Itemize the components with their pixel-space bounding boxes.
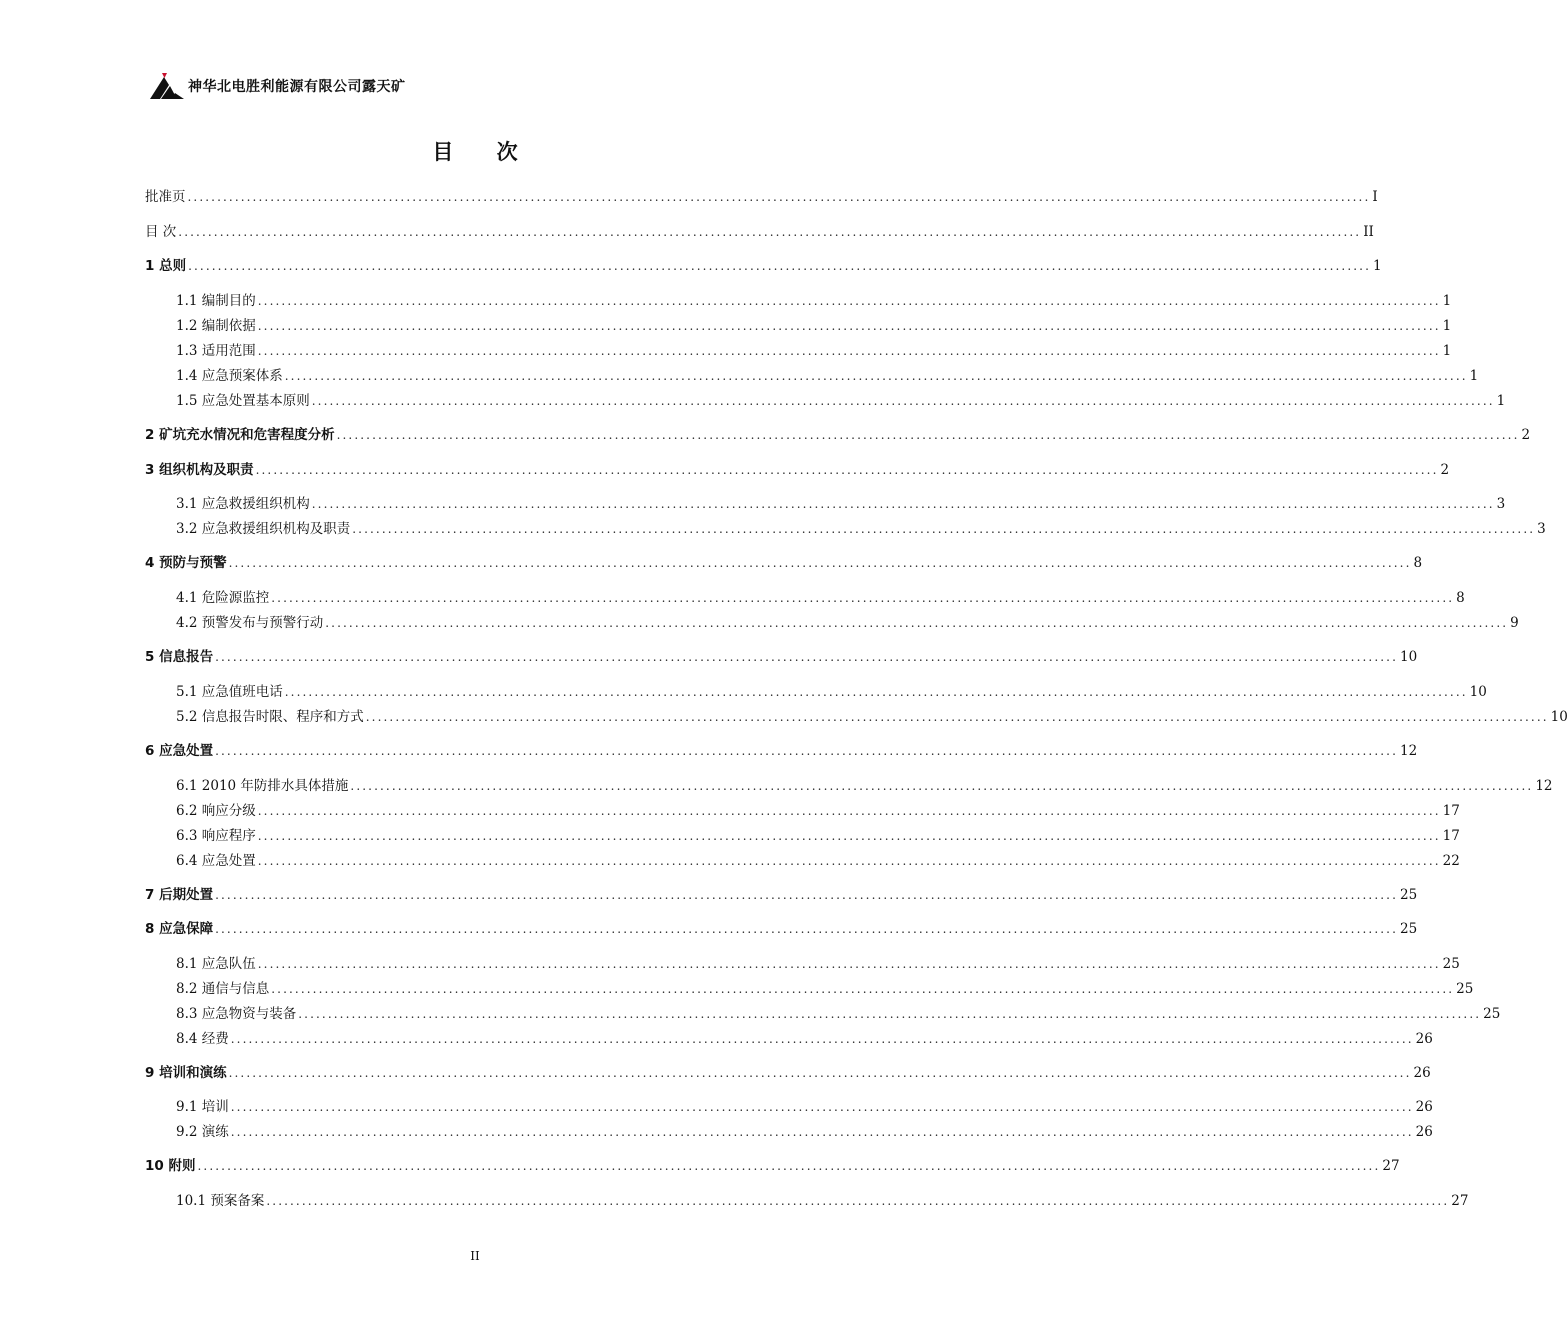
toc-entry[interactable]	[145, 222, 1374, 242]
toc-entry-label: 8.4 经费	[176, 1031, 229, 1047]
toc-entry[interactable]	[145, 647, 1418, 667]
toc-entry-page: 1	[1372, 258, 1382, 274]
toc-entry-label: 批准页	[145, 189, 186, 205]
toc-entry-label: 7 后期处置	[145, 887, 214, 903]
toc-entry-page: 1	[1442, 293, 1452, 309]
toc-dot-leader: ........................................................................................................................................................................................................	[178, 225, 1362, 239]
toc-dot-leader: ........................................................................................................................................................................................................	[230, 1100, 1414, 1114]
toc-entry[interactable]	[145, 187, 1378, 207]
toc-dot-leader: ........................................................................................................................................................................................................	[365, 710, 1549, 724]
toc-entry[interactable]	[176, 826, 1460, 846]
toc-entry-label: 6 应急处置	[145, 743, 214, 759]
toc-dot-leader: ........................................................................................................................................................................................................	[257, 854, 1441, 868]
toc-entry-page: 10	[1399, 649, 1418, 665]
page-number: II	[470, 1249, 480, 1263]
toc-entry-page: 12	[1535, 778, 1553, 794]
toc-entry-label: 9.2 演练	[176, 1124, 229, 1140]
toc-entry[interactable]	[176, 494, 1506, 514]
toc-entry[interactable]	[176, 316, 1452, 336]
toc-entry[interactable]	[145, 460, 1450, 480]
toc-dot-leader: ........................................................................................................................................................................................................	[257, 804, 1441, 818]
toc-dot-leader: ........................................................................................................................................................................................................	[352, 522, 1536, 536]
toc-entry-label: 2 矿坑充水情况和危害程度分析	[145, 427, 335, 443]
toc-entry-page: 22	[1442, 853, 1460, 869]
toc-entry-label: 1.5 应急处置基本原则	[176, 393, 310, 409]
toc-entry[interactable]	[176, 391, 1506, 411]
toc-entry[interactable]	[145, 425, 1531, 445]
toc-entry-label: 10.1 预案备案	[176, 1193, 265, 1209]
toc-entry[interactable]	[176, 682, 1487, 702]
toc-dot-leader: ........................................................................................................................................................................................................	[228, 556, 1412, 570]
toc-entry-page: 25	[1399, 921, 1418, 937]
toc-dot-leader: ........................................................................................................................................................................................................	[255, 463, 1439, 477]
toc-entry-label: 1 总则	[145, 258, 187, 274]
toc-entry-label: 3.2 应急救援组织机构及职责	[176, 521, 351, 537]
page-title: 目 次	[432, 140, 536, 164]
toc-entry[interactable]	[176, 1029, 1433, 1049]
toc-entry-page: II	[1363, 224, 1374, 240]
toc-entry-label: 8.2 通信与信息	[176, 981, 270, 997]
toc-entry[interactable]	[145, 919, 1418, 939]
toc-entry-page: 2	[1521, 427, 1531, 443]
toc-entry[interactable]	[176, 341, 1452, 361]
toc-entry[interactable]	[145, 741, 1418, 761]
toc-entry-page: 1	[1496, 393, 1506, 409]
toc-dot-leader: ........................................................................................................................................................................................................	[271, 591, 1455, 605]
toc-entry-page: 1	[1442, 343, 1452, 359]
toc-entry-page: 17	[1442, 803, 1460, 819]
toc-entry-page: 3	[1537, 521, 1546, 537]
toc-entry[interactable]	[145, 885, 1418, 905]
toc-entry[interactable]	[176, 1122, 1433, 1142]
toc-entry-page: 26	[1415, 1031, 1433, 1047]
toc-dot-leader: ........................................................................................................................................................................................................	[197, 1159, 1381, 1173]
toc-entry[interactable]	[145, 256, 1382, 276]
toc-entry[interactable]	[176, 1097, 1433, 1117]
toc-entry-page: I	[1372, 189, 1378, 205]
toc-entry-label: 4 预防与预警	[145, 555, 227, 571]
toc-entry[interactable]	[176, 613, 1519, 633]
toc-entry-page: 25	[1483, 1006, 1501, 1022]
toc-entry-label: 6.1 2010 年防排水具体措施	[176, 778, 349, 794]
toc-entry-label: 8.3 应急物资与装备	[176, 1006, 297, 1022]
toc-entry-label: 4.2 预警发布与预警行动	[176, 615, 324, 631]
toc-entry-page: 8	[1413, 555, 1423, 571]
toc-entry-label: 6.4 应急处置	[176, 853, 256, 869]
toc-dot-leader: ........................................................................................................................................................................................................	[230, 1125, 1414, 1139]
toc-dot-leader: ........................................................................................................................................................................................................	[257, 319, 1441, 333]
toc-entry-label: 5 信息报告	[145, 649, 214, 665]
toc-entry-page: 25	[1399, 887, 1418, 903]
toc-entry[interactable]	[176, 588, 1465, 608]
toc-entry[interactable]	[176, 519, 1546, 539]
toc-dot-leader: ........................................................................................................................................................................................................	[228, 1066, 1412, 1080]
toc-dot-leader: ........................................................................................................................................................................................................	[336, 428, 1520, 442]
toc-entry-page: 26	[1415, 1099, 1433, 1115]
toc-entry[interactable]	[176, 707, 1568, 727]
toc-dot-leader: ........................................................................................................................................................................................................	[215, 744, 1398, 758]
toc-entry[interactable]	[176, 366, 1479, 386]
toc-entry-label: 10 附则	[145, 1158, 196, 1174]
toc-entry-page: 17	[1442, 828, 1460, 844]
toc-entry-label: 1.1 编制目的	[176, 293, 256, 309]
toc-entry-label: 9.1 培训	[176, 1099, 229, 1115]
toc-dot-leader: ........................................................................................................................................................................................................	[215, 650, 1398, 664]
toc-entry-label: 1.3 适用范围	[176, 343, 256, 359]
toc-entry[interactable]	[176, 801, 1460, 821]
company-name: 神华北电胜利能源有限公司露天矿	[188, 79, 406, 95]
toc-entry-label: 1.2 编制依据	[176, 318, 256, 334]
toc-entry[interactable]	[176, 954, 1460, 974]
toc-dot-leader: ........................................................................................................................................................................................................	[298, 1007, 1482, 1021]
toc-dot-leader: ........................................................................................................................................................................................................	[230, 1032, 1414, 1046]
toc-entry-label: 8.1 应急队伍	[176, 956, 256, 972]
toc-entry[interactable]	[145, 1156, 1400, 1176]
toc-dot-leader: ........................................................................................................................................................................................................	[257, 344, 1441, 358]
toc-entry-page: 10	[1550, 709, 1568, 725]
toc-dot-leader: ........................................................................................................................................................................................................	[215, 922, 1398, 936]
toc-entry-page: 1	[1442, 318, 1452, 334]
toc-entry[interactable]	[176, 1004, 1501, 1024]
toc-entry-label: 8 应急保障	[145, 921, 214, 937]
toc-entry-label: 目 次	[145, 224, 177, 240]
toc-entry-label: 6.2 响应分级	[176, 803, 256, 819]
toc-entry-page: 10	[1469, 684, 1487, 700]
toc-entry-page: 3	[1496, 496, 1506, 512]
toc-entry-label: 5.2 信息报告时限、程序和方式	[176, 709, 364, 725]
toc-dot-leader: ........................................................................................................................................................................................................	[266, 1194, 1450, 1208]
toc-entry-label: 3.1 应急救援组织机构	[176, 496, 310, 512]
toc-entry-label: 3 组织机构及职责	[145, 462, 254, 478]
toc-entry[interactable]	[176, 851, 1460, 871]
toc-entry-page: 27	[1382, 1158, 1400, 1174]
toc-entry-page: 2	[1440, 462, 1450, 478]
toc-dot-leader: ........................................................................................................................................................................................................	[271, 982, 1455, 996]
toc-entry[interactable]	[145, 553, 1423, 573]
toc-entry-page: 27	[1451, 1193, 1469, 1209]
toc-entry[interactable]	[176, 776, 1553, 796]
toc-entry-page: 25	[1456, 981, 1474, 997]
toc-entry-label: 4.1 危险源监控	[176, 590, 270, 606]
toc-entry-page: 9	[1510, 615, 1519, 631]
toc-entry-label: 9 培训和演练	[145, 1065, 227, 1081]
toc-dot-leader: ........................................................................................................................................................................................................	[325, 616, 1509, 630]
toc-dot-leader: ........................................................................................................................................................................................................	[257, 294, 1441, 308]
toc-dot-leader: ........................................................................................................................................................................................................	[311, 394, 1495, 408]
toc-dot-leader: ........................................................................................................................................................................................................	[187, 190, 1371, 204]
toc-entry-page: 25	[1442, 956, 1460, 972]
toc-entry-page: 26	[1415, 1124, 1433, 1140]
toc-dot-leader: ........................................................................................................................................................................................................	[257, 829, 1441, 843]
toc-dot-leader: ........................................................................................................................................................................................................	[215, 888, 1398, 902]
toc-entry[interactable]	[176, 1191, 1469, 1211]
toc-dot-leader: ........................................................................................................................................................................................................	[311, 497, 1495, 511]
toc-entry-page: 1	[1469, 368, 1479, 384]
toc-entry-label: 5.1 应急值班电话	[176, 684, 283, 700]
toc-entry[interactable]	[176, 291, 1452, 311]
toc-entry-page: 12	[1399, 743, 1418, 759]
toc-dot-leader: ........................................................................................................................................................................................................	[257, 957, 1441, 971]
toc-dot-leader: ........................................................................................................................................................................................................	[188, 259, 1371, 273]
toc-dot-leader: ........................................................................................................................................................................................................	[284, 685, 1468, 699]
toc-entry-page: 26	[1413, 1065, 1431, 1081]
toc-dot-leader: ........................................................................................................................................................................................................	[350, 779, 1534, 793]
toc-entry-page: 8	[1456, 590, 1465, 606]
toc-entry[interactable]	[145, 1063, 1431, 1083]
toc-entry-label: 6.3 响应程序	[176, 828, 256, 844]
toc-entry-label: 1.4 应急预案体系	[176, 368, 283, 384]
toc-dot-leader: ........................................................................................................................................................................................................	[284, 369, 1468, 383]
toc-entry[interactable]	[176, 979, 1474, 999]
